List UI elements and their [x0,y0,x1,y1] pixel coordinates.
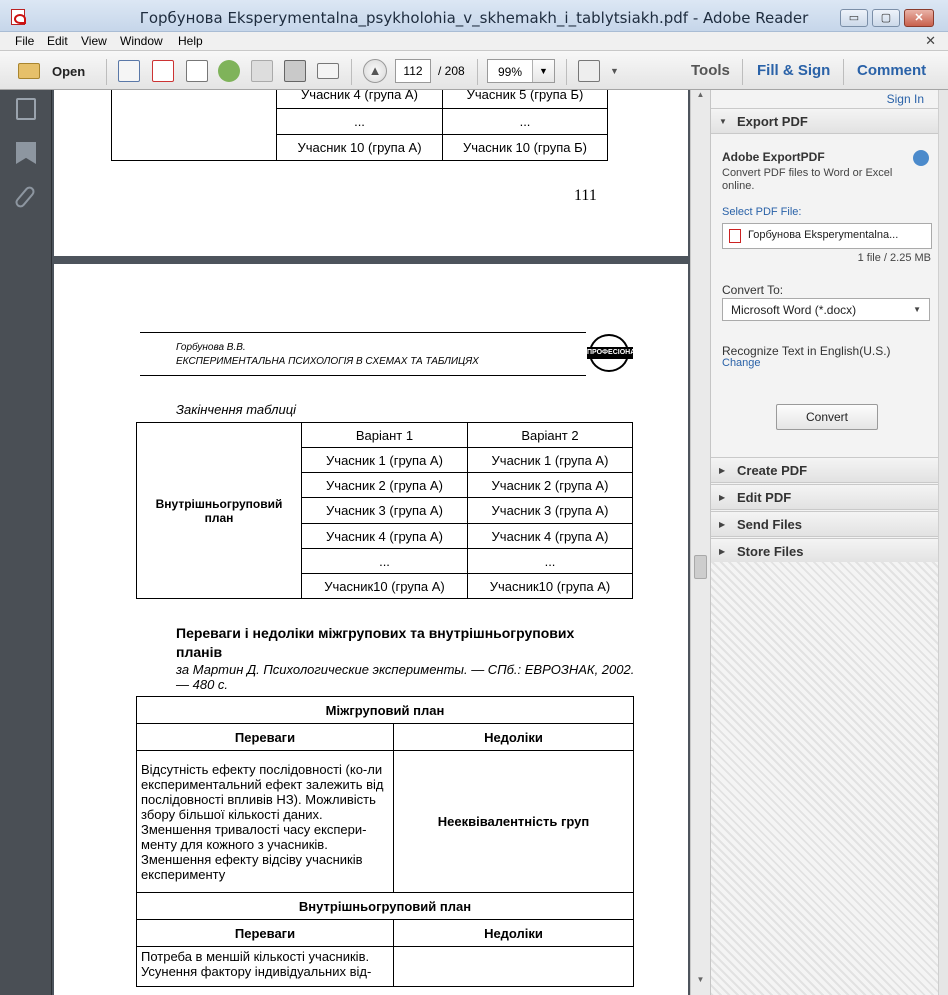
comment-button[interactable]: Comment [857,62,927,79]
column-header: Недоліки [394,724,634,751]
tools-button[interactable]: Tools [691,62,730,79]
chevron-down-icon: ▼ [719,117,727,126]
menu-view[interactable]: View [81,34,107,48]
file-size: 1 file / 2.25 MB [857,252,931,264]
table-cell: Учасник 2 (група А) [468,473,633,498]
table-cell: ... [277,109,443,135]
more-tools-icon[interactable]: ▼ [610,66,619,76]
page-thumbnails-icon[interactable] [16,98,36,120]
convert-button[interactable]: Convert [776,404,878,430]
table-cell: Учасник10 (група А) [468,574,633,599]
attachment-icon[interactable] [13,185,36,210]
scroll-thumb[interactable] [694,555,707,579]
maximize-button[interactable]: ▢ [872,9,900,27]
table-cell: Учасник 4 (група А) [302,524,468,549]
convert-to-label: Convert To: [722,283,784,297]
chevron-right-icon: ▶ [719,493,726,502]
previous-page-icon[interactable]: ▲ [363,59,387,83]
pdf-file-icon [729,229,741,243]
toolbar-separator [742,59,743,85]
toolbar-separator [566,59,567,85]
chevron-right-icon: ▶ [719,547,726,556]
fill-sign-button[interactable]: Fill & Sign [757,62,831,79]
toolbar-separator [843,59,844,85]
table-cell: Учасник 1 (група А) [302,448,468,473]
table-cell: Учасник10 (група А) [302,574,468,599]
fit-page-icon[interactable] [578,60,600,82]
edit-pdf-section[interactable]: ▶ Edit PDF [711,484,939,510]
table-cell: ... [443,109,608,135]
toolbar [0,50,948,90]
row-label: Внутрішньогруповий план [137,423,302,599]
selected-file-field[interactable]: Горбунова Eksperymentalna... [722,223,932,249]
table-header: Міжгруповий план [137,697,634,724]
menu-bar [0,32,948,50]
open-label: Open [52,64,86,79]
change-language-link[interactable]: Change [722,357,761,369]
header-rule [140,332,586,333]
window-title: Горбунова Eksperymentalna_psykholohia_v_skhemakh_i_tablytsiakh.pdf - Adobe Reader [139,9,809,27]
table-continuation-note: Закінчення таблиці [176,402,297,417]
toolbar-separator [477,59,478,85]
table-cell: Учасник 2 (група А) [302,473,468,498]
page1-table [111,90,608,161]
toolbar-separator [106,59,107,85]
page-number-input[interactable]: 112 [395,59,431,83]
select-file-label: Select PDF File: [722,206,802,218]
create-pdf-icon[interactable] [118,60,140,82]
export-info-icon[interactable] [913,150,929,166]
format-select[interactable]: Microsoft Word (*.docx) ▼ [722,298,930,321]
document-viewer[interactable] [52,90,690,995]
pane-background [711,562,939,995]
send-files-section[interactable]: ▶ Send Files [711,511,939,537]
section-source: за Мартин Д. Психологические эксперименты. — СПб.: ЕВРОЗНАК, 2002. — 480 с. [176,662,635,692]
open-button[interactable] [16,59,96,83]
edit-document-icon[interactable] [186,60,208,82]
print-icon[interactable] [284,60,306,82]
close-document-icon[interactable]: ✕ [925,33,936,48]
chevron-right-icon: ▶ [719,466,726,475]
close-button[interactable]: ✕ [904,9,934,27]
table-cell: ... [468,549,633,574]
table-cell: Учасник 5 (група Б) [443,90,608,109]
table-cell: Відсутність ефекту послідовності (ко-ли експериментальний ефект залежить від послідовності впливів НЗ). Можливість збору більшої кількості даних. Зменшення тривалості часу експери-менту для кожного з учасників. Зменшення ефекту відсіву учасників експерименту [137,751,394,893]
navigation-pane [0,90,52,995]
menu-edit[interactable]: Edit [47,34,68,48]
tasks-pane [710,90,948,995]
minimize-button[interactable]: ▭ [840,9,868,27]
pros-cons-table [136,696,634,987]
store-files-section[interactable]: ▶ Store Files [711,538,939,564]
scroll-down-icon[interactable]: ▼ [696,975,705,984]
table-cell: Учасник 3 (група А) [468,498,633,524]
table-header: Внутрішньогруповий план [137,893,634,920]
header-rule [140,375,586,376]
menu-window[interactable]: Window [120,34,163,48]
page-number: 111 [574,187,597,204]
scroll-up-icon[interactable]: ▲ [696,90,705,99]
table-cell: ... [302,549,468,574]
column-header: Переваги [137,920,394,947]
toolbar-separator [351,59,352,85]
upload-cloud-icon[interactable] [218,60,240,82]
pdf-page [54,264,688,995]
title-bar [0,0,948,32]
chevron-down-icon[interactable]: ▼ [532,60,554,82]
export-pdf-section[interactable]: ▼ Export PDF [711,108,939,134]
table-cell: Потреба в меншій кількості учасників. Усунення фактору індивідуальних від- [137,947,394,987]
column-header: Недоліки [394,920,634,947]
pdf-page [54,90,688,256]
email-icon[interactable] [317,63,339,79]
section-title: Переваги і недоліки міжгрупових та внутрішньогрупових планів [176,625,575,660]
export-title: Adobe ExportPDF [722,150,825,164]
chevron-down-icon: ▼ [913,305,921,314]
chevron-right-icon: ▶ [719,520,726,529]
create-pdf-section[interactable]: ▶ Create PDF [711,457,939,483]
document-scrollbar[interactable] [690,90,710,995]
table-cell: Учасник 10 (група Б) [443,135,608,161]
folder-icon [18,63,40,79]
header-author: Горбунова В.В. [176,342,246,353]
zoom-select[interactable]: 99% ▼ [487,59,555,83]
tasks-pane-scrollbar[interactable] [938,90,948,995]
variants-table [136,422,633,599]
recognize-text-label: Recognize Text in English(U.S.) [722,344,891,358]
bookmark-icon[interactable] [16,142,36,164]
publisher-logo: ПРОФЕСІОНАЛ [585,334,635,372]
table-cell: Учасник 10 (група А) [277,135,443,161]
sign-in-link[interactable]: Sign In [886,92,924,106]
export-pdf-panel [711,135,939,457]
column-header: Варіант 1 [302,423,468,448]
export-description: Convert PDF files to Word or Excel online. [722,167,893,192]
page-total: / 208 [438,64,465,78]
column-header: Варіант 2 [468,423,633,448]
menu-file[interactable]: File [15,34,35,48]
column-header: Переваги [137,724,394,751]
table-cell: Учасник 4 (група А) [468,524,633,549]
table-cell: Учасник 3 (група А) [302,498,468,524]
menu-help[interactable]: Help [178,34,203,48]
save-icon[interactable] [251,60,273,82]
header-book-title: ЕКСПЕРИМЕНТАЛЬНА ПСИХОЛОГІЯ В СХЕМАХ ТА ТАБЛИЦЯХ [176,356,479,367]
table-cell: Нееквівалентність груп [394,751,634,893]
pdf-file-icon[interactable] [152,60,174,82]
table-cell: Учасник 1 (група А) [468,448,633,473]
table-cell: Учасник 4 (група А) [277,90,443,109]
